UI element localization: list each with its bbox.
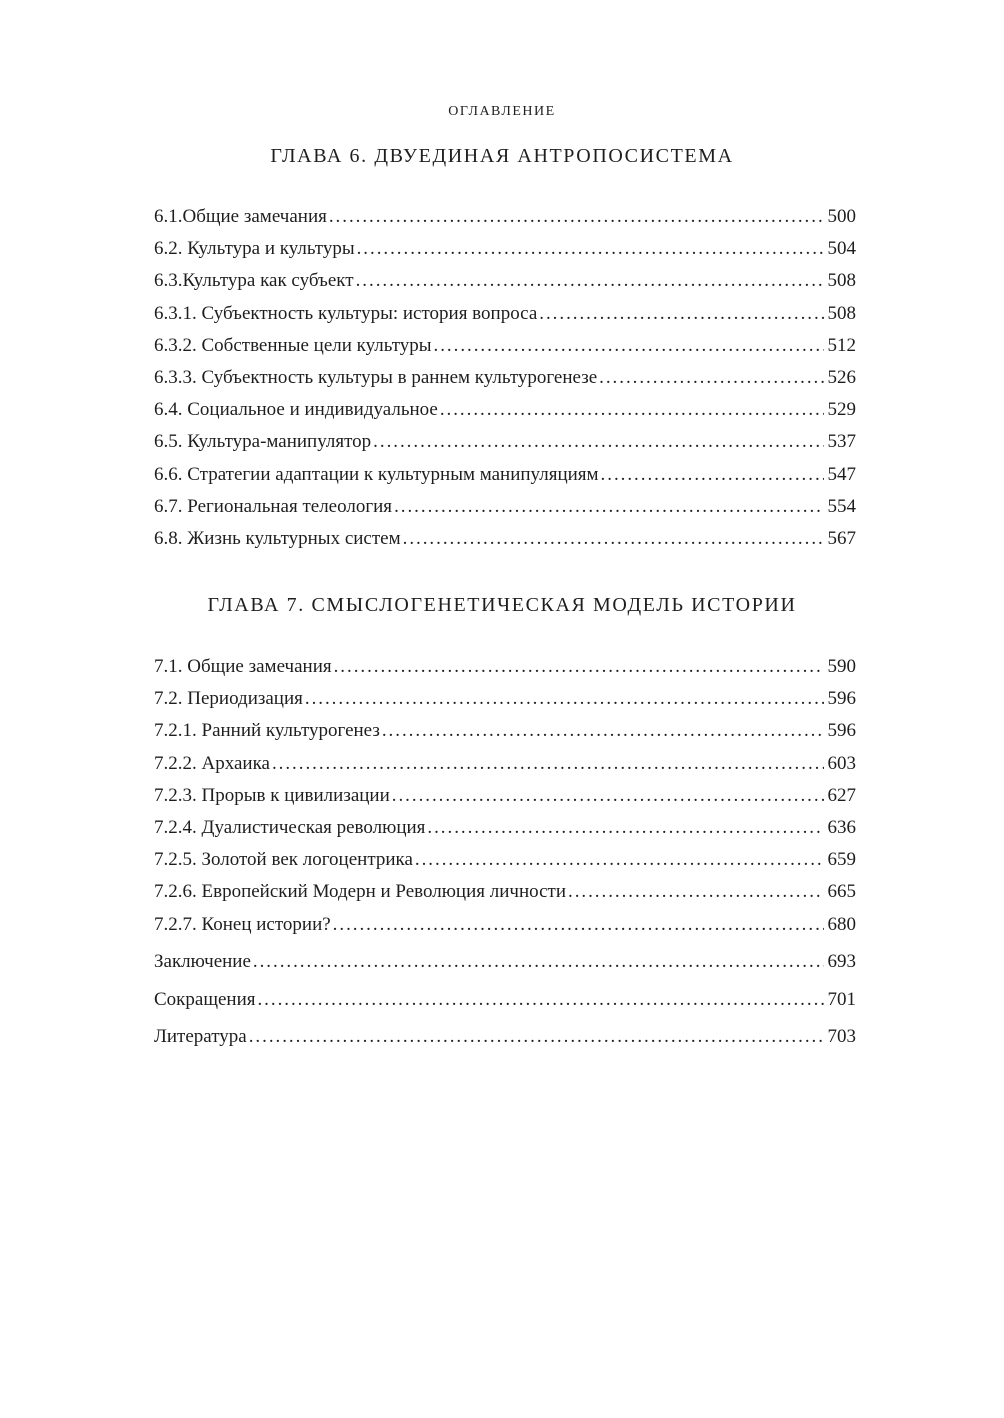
dot-leader (329, 206, 824, 228)
toc-entry[interactable] (154, 656, 856, 688)
toc-entry[interactable] (154, 270, 856, 302)
toc-entry[interactable] (154, 951, 856, 989)
toc-entry-page-number: 508 (827, 302, 856, 324)
toc-entry-title: 6.5. Культура-манипулятор (154, 431, 372, 453)
toc-entry-title: 7.2.6. Европейский Модерн и Революция личности (154, 881, 566, 903)
toc-entry[interactable] (154, 989, 856, 1027)
toc-entry-title: 7.2.2. Архаика (154, 752, 270, 774)
dot-leader (357, 238, 824, 260)
toc-entry[interactable] (154, 688, 856, 720)
dot-leader (257, 989, 823, 1011)
toc-entry[interactable] (154, 817, 856, 849)
toc-entry-title: 6.2. Культура и культуры (154, 238, 355, 260)
toc-entry[interactable] (154, 720, 856, 752)
dot-leader (253, 951, 824, 973)
running-head: ОГЛАВЛЕНИЕ (448, 104, 556, 119)
toc-entry-title: Сокращения (154, 988, 256, 1010)
toc-entry-page-number: 547 (827, 463, 856, 485)
toc-entry-page-number: 665 (827, 881, 856, 903)
chapter-6-title: ГЛАВА 6. ДВУЕДИНАЯ АНТРОПОСИСТЕМА (270, 145, 734, 167)
toc-entry-title: 6.3.3. Субъектность культуры в раннем культурогенезе (154, 366, 598, 388)
chapter-7-toc-list (154, 656, 856, 946)
toc-entry[interactable] (154, 528, 856, 560)
toc-entry[interactable] (154, 367, 856, 399)
dot-leader (539, 303, 823, 325)
toc-entry-title: Заключение (154, 951, 251, 972)
toc-entry-page-number: 680 (827, 913, 856, 935)
toc-entry[interactable] (154, 464, 856, 496)
toc-entry-title: 7.2.4. Дуалистическая революция (154, 816, 426, 838)
toc-entry[interactable] (154, 206, 856, 238)
toc-entry-title: 6.7. Региональная телеология (154, 495, 393, 517)
toc-entry-page-number: 703 (827, 1026, 856, 1047)
toc-entry[interactable] (154, 496, 856, 528)
toc-entry-title: 6.4. Социальное и индивидуальное (154, 399, 438, 421)
back-matter-toc-list (154, 951, 856, 1064)
toc-entry-page-number: 529 (827, 399, 856, 421)
toc-entry-title: 6.1.Общие замечания (154, 206, 327, 227)
toc-entry[interactable] (154, 753, 856, 785)
toc-entry[interactable] (154, 881, 856, 913)
dot-leader (305, 688, 824, 710)
toc-entry[interactable] (154, 431, 856, 463)
toc-entry-page-number: 500 (827, 206, 856, 227)
dot-leader (599, 367, 823, 389)
toc-entry[interactable] (154, 914, 856, 946)
dot-leader (601, 464, 824, 486)
toc-entry-title: 6.3.Культура как субъект (154, 270, 354, 292)
dot-leader (440, 399, 824, 421)
toc-entry-title: 6.6. Стратегии адаптации к культурным манипуляциям (154, 463, 599, 485)
toc-entry[interactable] (154, 303, 856, 335)
toc-entry-page-number: 636 (827, 816, 856, 838)
toc-entry-title: 7.2. Периодизация (154, 688, 303, 710)
toc-entry-page-number: 603 (827, 752, 856, 774)
toc-entry-page-number: 596 (827, 688, 856, 710)
dot-leader (382, 720, 824, 742)
toc-entry-title: 6.3.1. Субъектность культуры: история вопроса (154, 302, 538, 324)
toc-entry-page-number: 693 (827, 951, 856, 972)
toc-entry-page-number: 508 (827, 270, 856, 292)
dot-leader (403, 528, 824, 550)
toc-entry-page-number: 512 (827, 334, 856, 356)
chapter-7-title: ГЛАВА 7. СМЫСЛОГЕНЕТИЧЕСКАЯ МОДЕЛЬ ИСТОРИИ (207, 594, 797, 616)
dot-leader (249, 1026, 824, 1048)
dot-leader (394, 496, 823, 518)
dot-leader (272, 753, 824, 775)
toc-entry-title: Литература (154, 1026, 247, 1047)
toc-entry-page-number: 567 (827, 527, 856, 549)
toc-entry-page-number: 526 (827, 366, 856, 388)
toc-entry-title: 6.3.2. Собственные цели культуры (154, 334, 432, 356)
toc-entry[interactable] (154, 785, 856, 817)
toc-entry[interactable] (154, 335, 856, 367)
toc-entry-title: 7.1. Общие замечания (154, 656, 332, 677)
toc-entry-title: 7.2.1. Ранний культурогенез (154, 720, 380, 742)
toc-entry[interactable] (154, 399, 856, 431)
chapter-6-toc-list (154, 206, 856, 560)
dot-leader (434, 335, 824, 357)
toc-entry-page-number: 659 (827, 849, 856, 871)
dot-leader (356, 270, 824, 292)
toc-entry-page-number: 596 (827, 720, 856, 742)
toc-entry-title: 7.2.7. Конец истории? (154, 913, 331, 935)
dot-leader (333, 914, 824, 936)
dot-leader (334, 656, 824, 678)
toc-entry-page-number: 504 (827, 238, 856, 260)
toc-entry[interactable] (154, 849, 856, 881)
toc-entry-page-number: 701 (827, 988, 856, 1010)
toc-entry-title: 6.8. Жизнь культурных систем (154, 527, 401, 549)
toc-entry-page-number: 627 (827, 784, 856, 806)
dot-leader (568, 881, 824, 903)
toc-entry-title: 7.2.3. Прорыв к цивилизации (154, 784, 390, 806)
toc-entry-page-number: 554 (827, 495, 856, 517)
toc-entry-page-number: 590 (827, 656, 856, 677)
dot-leader (392, 785, 824, 807)
dot-leader (415, 849, 824, 871)
toc-entry[interactable] (154, 1026, 856, 1064)
toc-entry[interactable] (154, 238, 856, 270)
toc-entry-title: 7.2.5. Золотой век логоцентрика (154, 849, 413, 871)
dot-leader (373, 431, 823, 453)
dot-leader (427, 817, 823, 839)
toc-entry-page-number: 537 (827, 431, 856, 453)
